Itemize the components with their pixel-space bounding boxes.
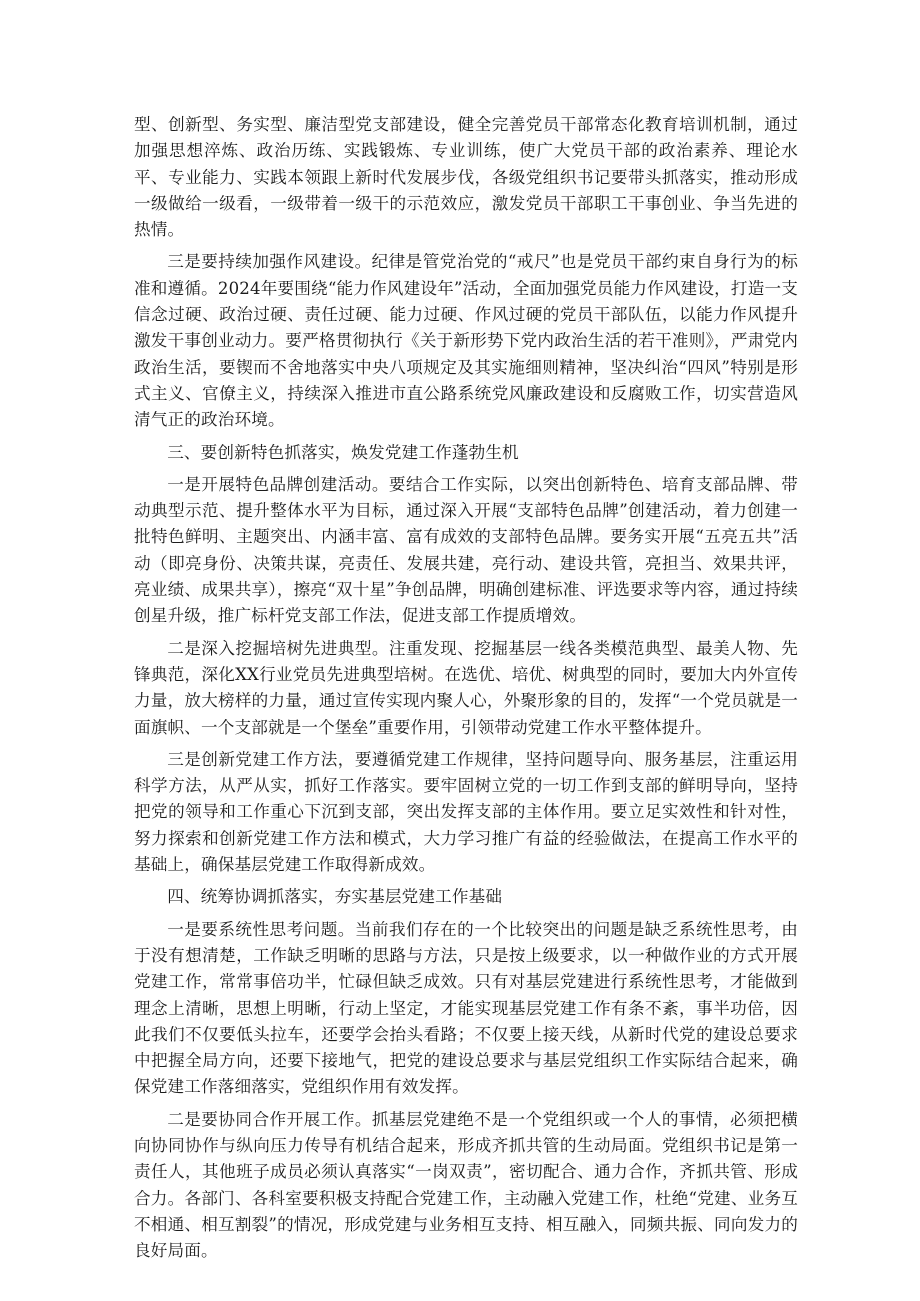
paragraph-collaboration: 二是要协同合作开展工作。抓基层党建绝不是一个党组织或一个人的事情，必须把横向协同协作与纵向压力传导有机结合起来，形成齐抓共管的生动局面。党组织书记是第一责任人，其他班子成员必须认真落实“一岗双责”，密切配合、通力合作，齐抓共管、形成合力。各部门、各科室要积极支持配合党建工作，主动融入党建工作，杜绝“党建、业务互不相通、相互割裂”的情况，形成党建与业务相互支持、相互融入，同频共振、同向发力的良好局面。 — [134, 1109, 798, 1261]
paragraph-brand-activity: 一是开展特色品牌创建活动。要结合工作实际，以突出创新特色、培育支部品牌、带动典型示范、提升整体水平为目标，通过深入开展“支部特色品牌”创建活动，着力创建一批特色鲜明、主题突出、内涵丰富、富有成效的支部特色品牌。要务实开展“五亮五共”活动（即亮身份、决策共谋，亮责任、发展共建，亮行动、建设共管，亮担当、效果共评，亮业绩、成果共享），擦亮“双十星”争创品牌，明确创建标准、评选要求等内容，通过持续创星升级，推广标杆党支部工作法，促进支部工作提质增效。 — [134, 474, 798, 626]
section-heading-4: 四、统筹协调抓落实，夯实基层党建工作基础 — [167, 887, 503, 907]
paragraph-innovate-methods: 三是创新党建工作方法，要遵循党建工作规律，坚持问题导向、服务基层，注重运用科学方法，从严从实，抓好工作落实。要牢固树立党的一切工作到支部的鲜明导向，坚持把党的领导和工作重心下沉到支部，突出发挥支部的主体作用。要立足实效性和针对性，努力探索和创新党建工作方法和模式，大力学习推广有益的经验做法，在提高工作水平的基础上，确保基层党建工作取得新成效。 — [134, 749, 798, 875]
paragraph-continuation: 型、创新型、务实型、廉洁型党支部建设，健全完善党员干部常态化教育培训机制，通过加强思想淬炼、政治历练、实践锻炼、专业训练，使广大党员干部的政治素养、理论水平、专业能力、实践本领跟上新时代发展步伐，各级党组织书记要带头抓落实，推动形成一级做给一级看，一级带着一级干的示范效应，激发党员干部职工干事创业、争当先进的热情。 — [134, 115, 798, 240]
paragraph-work-style: 三是要持续加强作风建设。纪律是管党治党的“戒尺”也是党员干部约束自身行为的标准和遵循。2024年要围绕“能力作风建设年”活动，全面加强党员能力作风建设，打造一支信念过硬、政治过硬、责任过硬、能力过硬、作风过硬的党员干部队伍，以能力作风提升激发干事创业动力。要严格贯彻执行《关于新形势下党内政治生活的若干准则》，严肃党内政治生活，要锲而不舍地落实中央八项规定及其实施细则精神，坚决纠治“四风”特别是形式主义、官僚主义，持续深入推进市直公路系统党风廉政建设和反腐败工作，切实营造风清气正的政治环境。 — [134, 252, 798, 430]
section-heading-3: 三、要创新特色抓落实，焕发党建工作蓬勃生机 — [167, 442, 519, 462]
paragraph-advanced-models: 二是深入挖掘培树先进典型。注重发现、挖掘基层一线各类模范典型、最美人物、先锋典范，深化XX行业党员先进典型培树。在选优、培优、树典型的同时，要加大内外宣传力量，放大榜样的力量，通过宣传实现内聚人心，外聚形象的目的，发挥“一个党员就是一面旗帜、一个支部就是一个堡垒”重要作用，引领带动党建工作水平整体提升。 — [134, 638, 798, 737]
paragraph-systematic-thinking: 一是要系统性思考问题。当前我们存在的一个比较突出的问题是缺乏系统性思考，由于没有想清楚，工作缺乏明晰的思路与方法，只是按上级要求，以一种做作业的方式开展党建工作，常常事倍功半，忙碌但缺乏成效。只有对基层党建进行系统性思考，才能做到理念上清晰，思想上明晰，行动上坚定，才能实现基层党建工作有条不紊，事半功倍，因此我们不仅要低头拉车，还要学会抬头看路；不仅要上接天线，从新时代党的建设总要求中把握全局方向，还要下接地气，把党的建设总要求与基层党组织工作实际结合起来，确保党建工作落细落实，党组织作用有效发挥。 — [134, 919, 798, 1097]
document-body — [134, 112, 798, 1270]
